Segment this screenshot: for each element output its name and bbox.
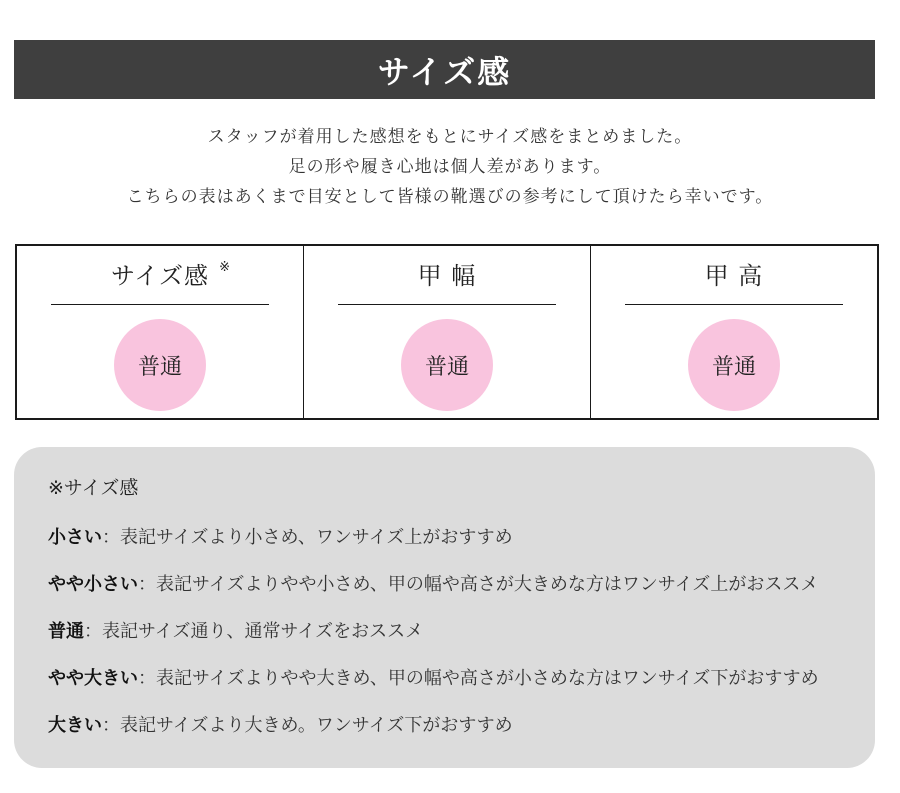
rating-value: 普通 [137, 354, 182, 380]
legend-item [48, 571, 875, 599]
section-header [14, 40, 875, 99]
column-label: 甲 幅 [417, 262, 477, 290]
intro-line: スタッフが着用した感想をもとにサイズ感をまとめました。 [207, 127, 693, 147]
legend-item [48, 524, 875, 552]
legend-item [48, 618, 875, 646]
rating-circle [401, 319, 493, 411]
legend-term: 普通 [48, 621, 84, 642]
legend-title: ※サイズ感 [48, 477, 139, 499]
size-legend [14, 447, 875, 768]
column-divider [338, 304, 556, 305]
legend-term: やや大きい [48, 668, 138, 689]
column-label: 甲 高 [704, 262, 764, 290]
intro-text [0, 122, 900, 212]
rating-circle [688, 319, 780, 411]
legend-desc: ：表記サイズより大きめ。ワンサイズ下がおすすめ [102, 715, 513, 736]
rating-value: 普通 [711, 354, 756, 380]
footnote-mark: ※ [219, 260, 232, 275]
rating-circle [114, 319, 206, 411]
legend-term: やや小さい [48, 574, 138, 595]
column-divider [51, 304, 269, 305]
legend-item [48, 665, 875, 693]
size-table [15, 244, 879, 420]
size-column-fit [17, 246, 303, 418]
legend-desc: ：表記サイズ通り、通常サイズをおススメ [84, 621, 424, 642]
legend-term: 大きい [48, 715, 102, 736]
legend-item [48, 712, 875, 740]
legend-desc: ：表記サイズよりやや小さめ、甲の幅や高さが大きめな方はワンサイズ上がおススメ [138, 574, 819, 595]
legend-desc: ：表記サイズよりやや大きめ、甲の幅や高さが小さめな方はワンサイズ下がおすすめ [138, 668, 819, 689]
size-column-instep-height [590, 246, 877, 418]
legend-desc: ：表記サイズより小さめ、ワンサイズ上がおすすめ [102, 527, 513, 548]
intro-line: 足の形や履き心地は個人差があります。 [288, 157, 612, 177]
section-title: サイズ感 [377, 52, 512, 91]
column-divider [625, 304, 843, 305]
column-label: サイズ感 [110, 262, 210, 290]
size-column-instep-width [303, 246, 590, 418]
rating-value: 普通 [424, 354, 469, 380]
intro-line: こちらの表はあくまで目安として皆様の靴選びの参考にして頂けたら幸いです。 [126, 187, 774, 207]
legend-term: 小さい [48, 527, 102, 548]
